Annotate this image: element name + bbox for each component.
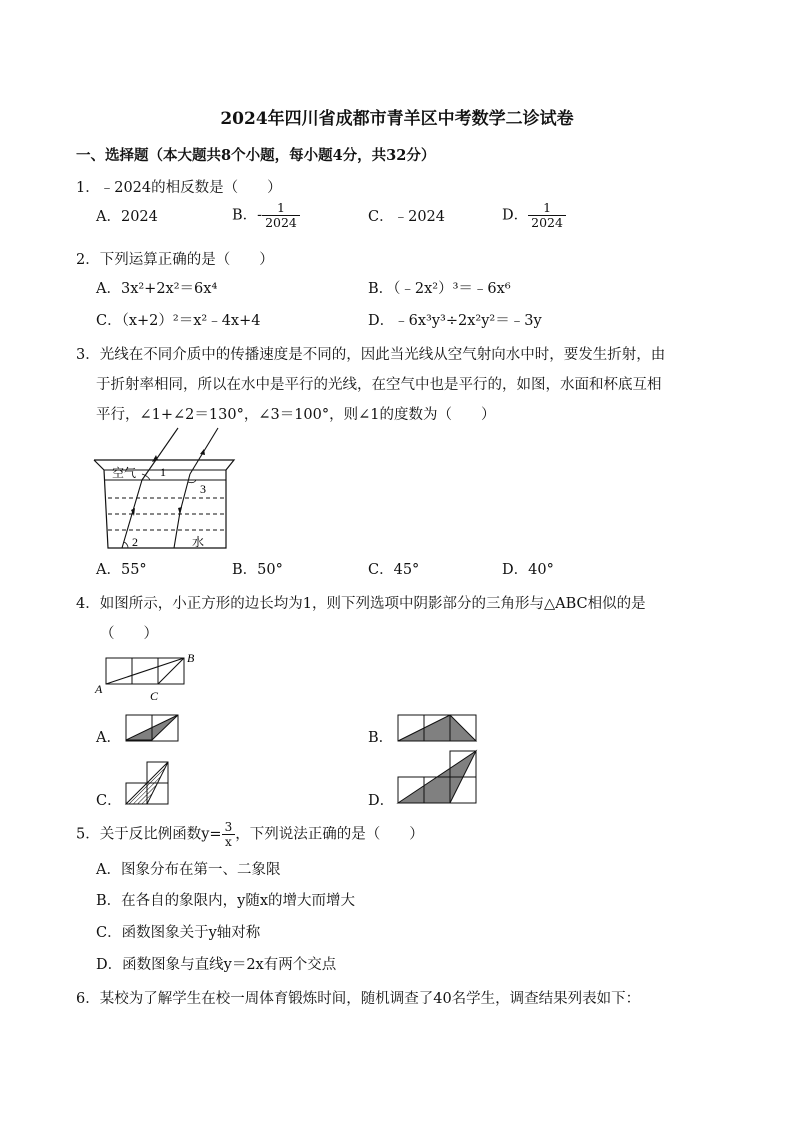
question-4-line-2: （ ） xyxy=(100,626,158,642)
q1-option-c: C．﹣2024 xyxy=(368,209,445,225)
q2-option-d: D．﹣6x³y³÷2x²y²＝﹣3y xyxy=(368,313,542,329)
q4-option-d-figure xyxy=(397,750,479,806)
q3-option-d: D．40° xyxy=(502,562,554,578)
question-1-stem: 1．﹣2024的相反数是（ ） xyxy=(76,180,282,196)
q4-option-d: D． xyxy=(368,793,395,809)
fig-label-b: B xyxy=(187,651,195,665)
q5-option-d: D．函数图象与直线y＝2x有两个交点 xyxy=(96,957,337,973)
q4-option-c-figure xyxy=(125,761,171,807)
q3-refraction-figure xyxy=(90,428,240,554)
question-3-line-3: 平行，∠1+∠2＝130°，∠3＝100°，则∠1的度数为（ ） xyxy=(96,407,496,423)
section-heading: 一、选择题（本大题共8个小题，每小题4分，共32分） xyxy=(76,147,436,164)
q4-option-b: B． xyxy=(368,730,394,746)
question-5-stem: 5．关于反比例函数y= $\frac{3}{x}$ ，下列说法正确的是（ ） xyxy=(76,820,424,849)
q5-option-b: B．在各自的象限内，y随x的增大而增大 xyxy=(96,893,356,909)
q5-option-a: A．图象分布在第一、二象限 xyxy=(96,862,281,878)
fig-label-1: 1 xyxy=(160,465,166,479)
page-title: 2024年四川省成都市青羊区中考数学二诊试卷 xyxy=(220,109,574,129)
q2-option-b: B．（﹣2x²）³＝﹣6x⁶ xyxy=(368,281,511,297)
q3-option-a: A．55° xyxy=(96,562,147,578)
q3-option-c: C．45° xyxy=(368,562,420,578)
question-3-line-1: 3．光线在不同介质中的传播速度是不同的，因此当光线从空气射向水中时，要发生折射，由 xyxy=(76,347,666,363)
q3-option-b: B．50° xyxy=(232,562,283,578)
q4-option-c: C． xyxy=(96,793,122,809)
fig-label-air: 空气 xyxy=(112,466,137,480)
question-4-line-1: 4．如图所示，小正方形的边长均为1，则下列选项中阴影部分的三角形与△ABC相似的是 xyxy=(76,596,646,612)
fig-label-water: 水 xyxy=(192,535,205,549)
question-3-line-2: 于折射率相同，所以在水中是平行的光线，在空气中也是平行的，如图，水面和杯底互相 xyxy=(96,377,662,393)
fig-label-c: C xyxy=(150,689,159,703)
fig-label-2: 2 xyxy=(132,535,138,549)
q1-option-b: B．- $\frac{1}{2024}$ xyxy=(232,201,300,230)
q1-option-d: D． $\frac{1}{2024}$ xyxy=(502,201,566,230)
question-6-stem: 6．某校为了解学生在校一周体育锻炼时间，随机调查了40名学生，调查结果列表如下： xyxy=(76,991,641,1007)
q4-option-b-figure xyxy=(397,714,479,742)
q5-option-c: C．函数图象关于y轴对称 xyxy=(96,925,261,941)
q2-option-c: C．（x+2）²＝x²﹣4x+4 xyxy=(96,313,261,329)
q4-triangle-abc-figure xyxy=(92,650,202,706)
fig-label-a: A xyxy=(95,682,103,696)
fig-label-3: 3 xyxy=(200,482,206,496)
question-2-stem: 2．下列运算正确的是（ ） xyxy=(76,252,274,268)
q4-option-a-figure xyxy=(125,714,181,742)
q4-option-a: A． xyxy=(96,730,121,746)
q2-option-a: A．3x²+2x²＝6x⁴ xyxy=(96,281,218,297)
q1-option-a: A．2024 xyxy=(96,209,158,225)
